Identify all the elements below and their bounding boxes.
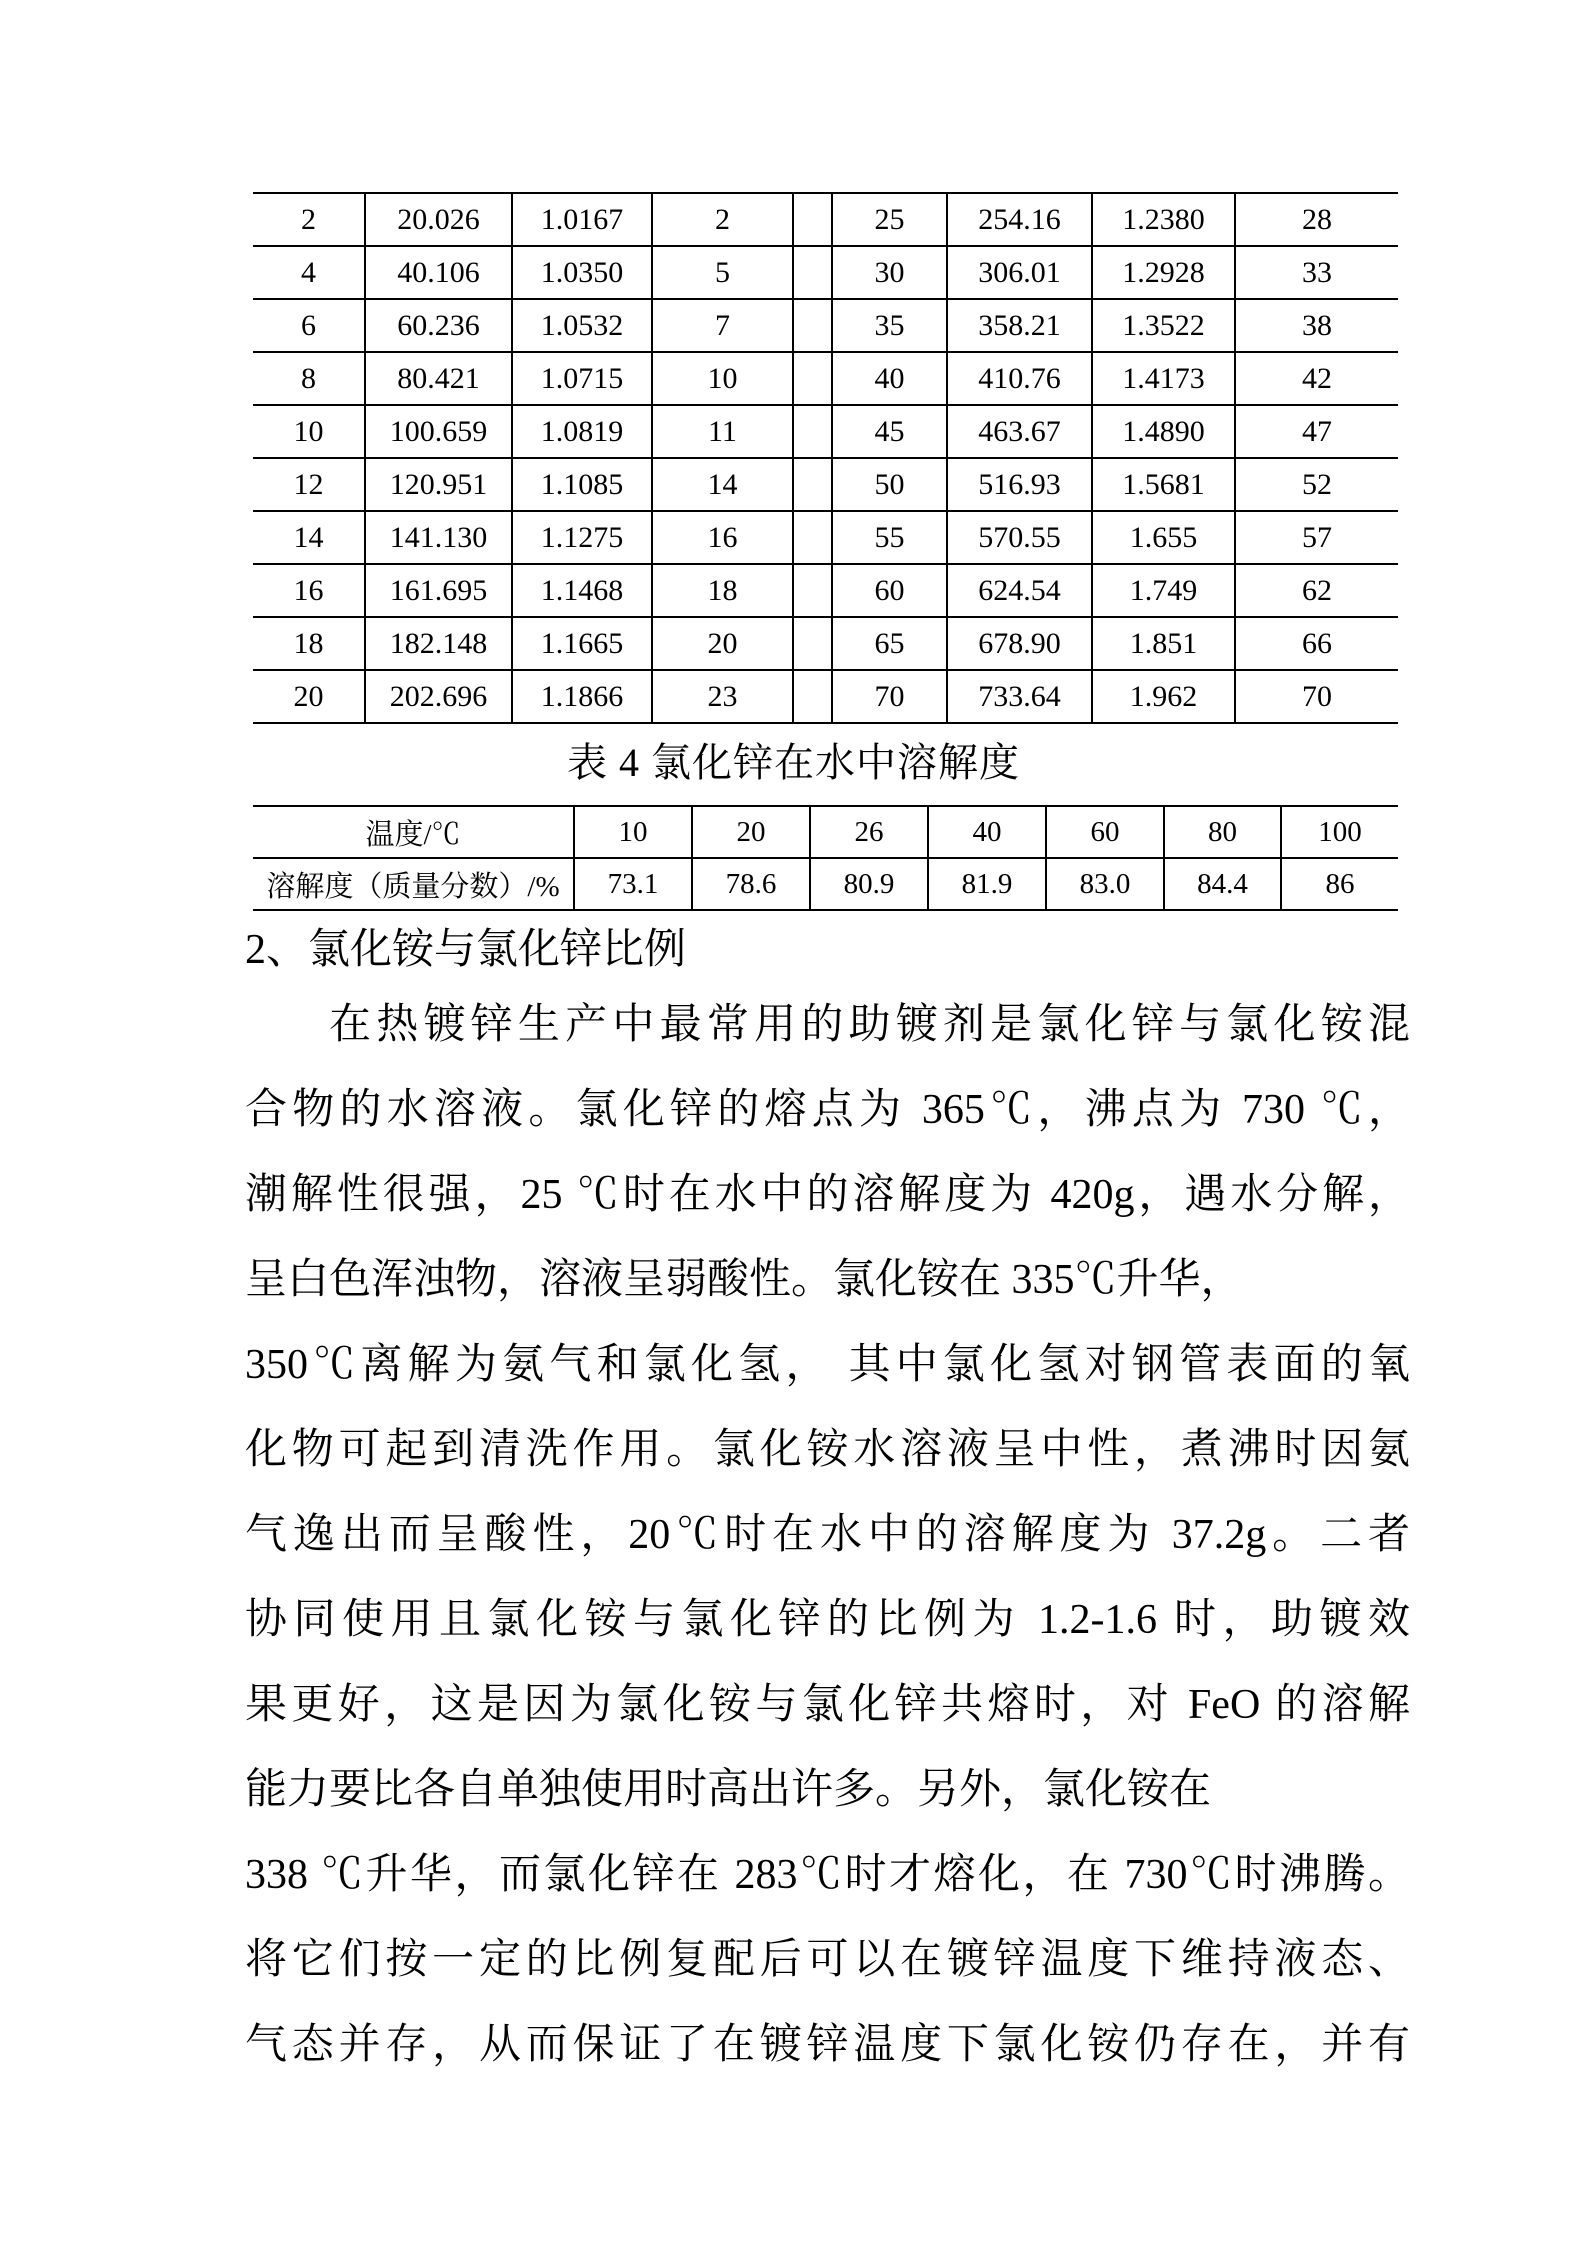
table-cell: 26 (810, 806, 928, 858)
table-row (253, 458, 1398, 511)
table-cell (793, 458, 832, 511)
table-cell (793, 405, 832, 458)
table-cell: 678.90 (947, 617, 1092, 670)
table-cell: 120.951 (365, 458, 512, 511)
table-cell: 80 (1164, 806, 1281, 858)
paragraph-line: 合物的水溶液。氯化锌的熔点为 365℃，沸点为 730 ℃， (245, 1087, 1410, 1133)
paragraph-line: 在热镀锌生产中最常用的助镀剂是氯化锌与氯化铵混 (329, 1002, 1410, 1048)
paragraph-line: 协同使用且氯化铵与氯化锌的比例为 1.2-1.6 时，助镀效 (245, 1597, 1410, 1643)
table-cell: 70 (1235, 670, 1398, 723)
table-cell: 306.01 (947, 246, 1092, 299)
paragraph-line: 将它们按一定的比例复配后可以在镀锌温度下维持液态、 (245, 1937, 1410, 1983)
table-cell: 55 (832, 511, 947, 564)
table-cell: 35 (832, 299, 947, 352)
paragraph-line: 气态并存，从而保证了在镀锌温度下氯化铵仍存在，并有 (245, 2022, 1410, 2068)
table-cell: 62 (1235, 564, 1398, 617)
table-cell: 86 (1281, 858, 1398, 910)
table-cell: 1.2928 (1092, 246, 1235, 299)
table-cell: 14 (652, 458, 793, 511)
table-cell: 40 (832, 352, 947, 405)
table-cell: 20 (692, 806, 810, 858)
table-cell (793, 299, 832, 352)
table-cell: 410.76 (947, 352, 1092, 405)
table-cell: 33 (1235, 246, 1398, 299)
table-cell (793, 670, 832, 723)
table-cell: 50 (832, 458, 947, 511)
table-cell: 4 (253, 246, 365, 299)
table-cell: 1.1866 (512, 670, 652, 723)
table-cell: 42 (1235, 352, 1398, 405)
table-cell: 73.1 (574, 858, 692, 910)
table-cell: 1.3522 (1092, 299, 1235, 352)
table-cell: 84.4 (1164, 858, 1281, 910)
table-row (253, 617, 1398, 670)
table-cell: 45 (832, 405, 947, 458)
paragraph-line: 呈白色浑浊物，溶液呈弱酸性。氯化铵在 335℃升华， (245, 1257, 1243, 1303)
paragraph-line: 气逸出而呈酸性，20℃时在水中的溶解度为 37.2g。二者 (245, 1512, 1410, 1558)
table-cell: 18 (652, 564, 793, 617)
table-cell (793, 246, 832, 299)
table-cell: 66 (1235, 617, 1398, 670)
table-cell: 624.54 (947, 564, 1092, 617)
table-cell: 8 (253, 352, 365, 405)
table-cell: 1.4173 (1092, 352, 1235, 405)
table-cell: 6 (253, 299, 365, 352)
table-cell (793, 352, 832, 405)
table-cell: 1.962 (1092, 670, 1235, 723)
table-cell: 温度/℃ (253, 806, 574, 858)
table-cell (793, 617, 832, 670)
table-cell: 1.0167 (512, 193, 652, 246)
table-cell: 18 (253, 617, 365, 670)
table-row (253, 246, 1398, 299)
table-cell: 10 (574, 806, 692, 858)
table-row (253, 511, 1398, 564)
table-cell: 25 (832, 193, 947, 246)
table-cell: 182.148 (365, 617, 512, 670)
concentration-density-table-body (253, 193, 1398, 723)
table-cell: 1.1468 (512, 564, 652, 617)
table-cell: 83.0 (1046, 858, 1164, 910)
table-row (253, 858, 1398, 910)
table-cell (793, 511, 832, 564)
paragraph-line: 果更好，这是因为氯化铵与氯化锌共熔时，对 FeO 的溶解 (245, 1682, 1410, 1728)
table-cell: 40 (928, 806, 1046, 858)
table-cell: 7 (652, 299, 793, 352)
table-row (253, 806, 1398, 858)
table-cell: 1.1085 (512, 458, 652, 511)
table-row (253, 352, 1398, 405)
table-cell: 16 (253, 564, 365, 617)
table-row (253, 670, 1398, 723)
table-cell: 40.106 (365, 246, 512, 299)
table-cell: 141.130 (365, 511, 512, 564)
table-cell: 20 (652, 617, 793, 670)
table-cell: 溶解度（质量分数）/% (253, 858, 574, 910)
table-cell: 1.2380 (1092, 193, 1235, 246)
zinc-chloride-solubility-table (253, 805, 1398, 911)
table-cell: 1.749 (1092, 564, 1235, 617)
table-cell: 254.16 (947, 193, 1092, 246)
table-cell: 10 (253, 405, 365, 458)
table-cell: 10 (652, 352, 793, 405)
paragraph (245, 983, 1410, 2088)
table-row (253, 405, 1398, 458)
paragraph-line: 潮解性很强，25 ℃时在水中的溶解度为 420g，遇水分解， (245, 1172, 1410, 1218)
table-cell: 12 (253, 458, 365, 511)
table-cell: 1.851 (1092, 617, 1235, 670)
table-cell: 60 (832, 564, 947, 617)
table-cell: 16 (652, 511, 793, 564)
table-cell: 52 (1235, 458, 1398, 511)
paragraph-line: 350℃离解为氨气和氯化氢， 其中氯化氢对钢管表面的氧 (245, 1342, 1410, 1388)
paragraph-line: 338 ℃升华，而氯化锌在 283℃时才熔化，在 730℃时沸腾。 (245, 1852, 1410, 1898)
paragraph-line: 能力要比各自单独使用时高出许多。另外，氯化铵在 (245, 1767, 1212, 1813)
table-cell: 80.9 (810, 858, 928, 910)
table-cell: 202.696 (365, 670, 512, 723)
table-cell: 20 (253, 670, 365, 723)
table-cell: 81.9 (928, 858, 1046, 910)
table-cell: 161.695 (365, 564, 512, 617)
table-cell: 78.6 (692, 858, 810, 910)
table-cell: 28 (1235, 193, 1398, 246)
table-cell: 733.64 (947, 670, 1092, 723)
table-cell: 100 (1281, 806, 1398, 858)
table-cell: 5 (652, 246, 793, 299)
table-row (253, 193, 1398, 246)
table-cell: 38 (1235, 299, 1398, 352)
zinc-chloride-solubility-table-body (253, 806, 1398, 910)
table-cell: 70 (832, 670, 947, 723)
table-cell (793, 564, 832, 617)
table-cell: 14 (253, 511, 365, 564)
table-cell: 1.5681 (1092, 458, 1235, 511)
table-cell: 570.55 (947, 511, 1092, 564)
table-cell: 57 (1235, 511, 1398, 564)
table-cell: 20.026 (365, 193, 512, 246)
table-row (253, 299, 1398, 352)
table-cell: 1.1665 (512, 617, 652, 670)
table-cell: 60.236 (365, 299, 512, 352)
table-cell: 358.21 (947, 299, 1092, 352)
table-row (253, 564, 1398, 617)
table-cell: 80.421 (365, 352, 512, 405)
paragraph-line: 化物可起到清洗作用。氯化铵水溶液呈中性，煮沸时因氨 (245, 1427, 1410, 1473)
table-cell: 2 (253, 193, 365, 246)
table-cell: 100.659 (365, 405, 512, 458)
table-cell: 60 (1046, 806, 1164, 858)
table-cell: 30 (832, 246, 947, 299)
table-cell: 516.93 (947, 458, 1092, 511)
table4-caption: 表 4 氯化锌在水中溶解度 (567, 740, 1020, 785)
table-cell: 23 (652, 670, 793, 723)
table-cell: 11 (652, 405, 793, 458)
table-cell: 65 (832, 617, 947, 670)
table-cell: 1.0350 (512, 246, 652, 299)
section-heading: 2、氯化铵与氯化锌比例 (245, 927, 687, 973)
table-cell: 1.0715 (512, 352, 652, 405)
table-cell: 2 (652, 193, 793, 246)
table-cell: 47 (1235, 405, 1398, 458)
table-cell: 1.1275 (512, 511, 652, 564)
concentration-density-table (253, 192, 1398, 724)
table-cell: 463.67 (947, 405, 1092, 458)
table-cell: 1.0532 (512, 299, 652, 352)
table-cell: 1.0819 (512, 405, 652, 458)
table-cell (793, 193, 832, 246)
table-cell: 1.4890 (1092, 405, 1235, 458)
table-cell: 1.655 (1092, 511, 1235, 564)
